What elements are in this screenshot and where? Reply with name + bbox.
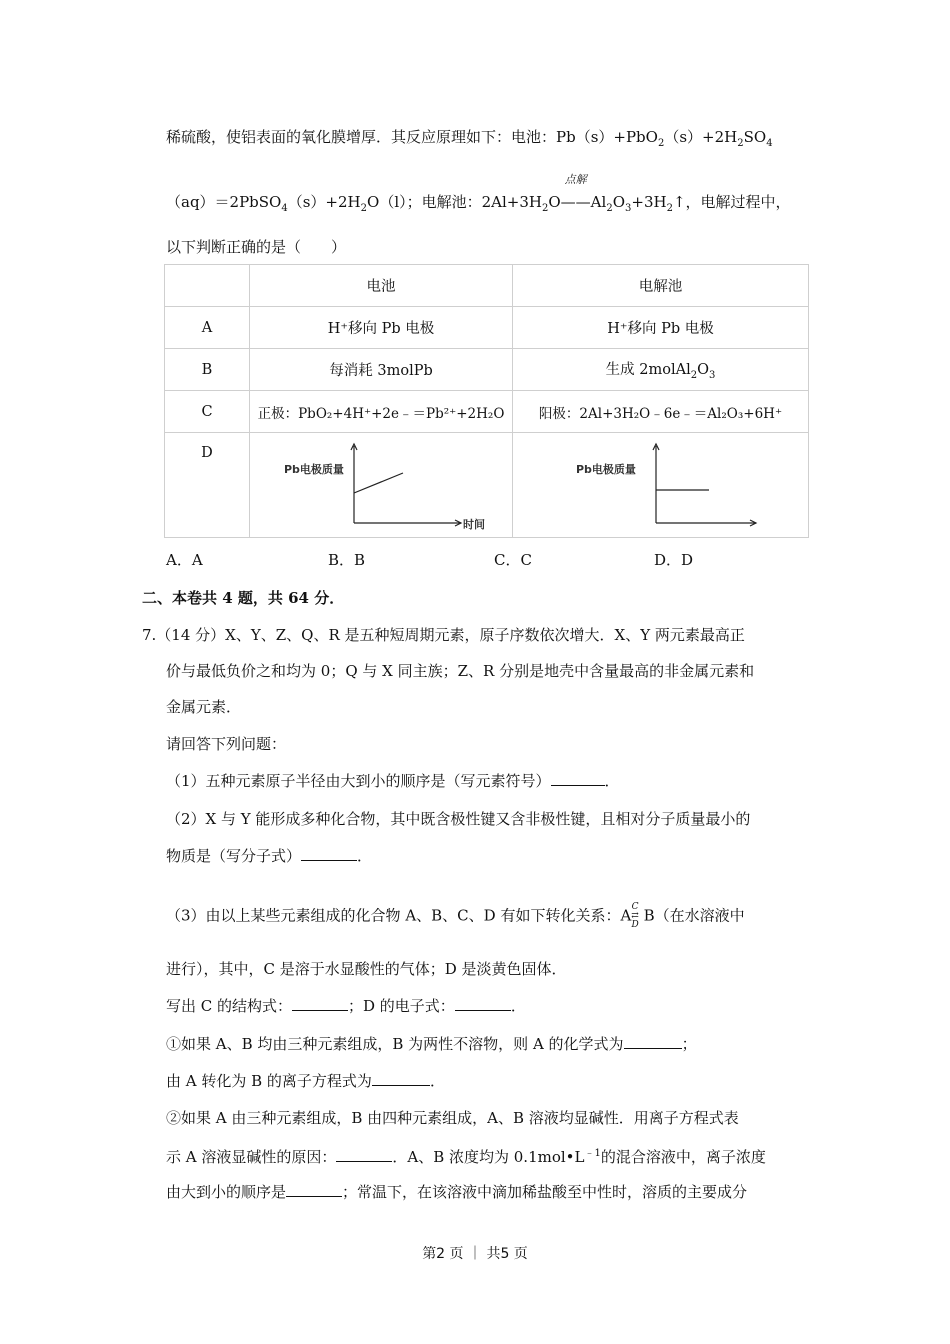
q7-line-9: 进行），其中，C 是溶于水显酸性的气体；D 是淡黄色固体． (166, 960, 567, 978)
q7-line-4: 请回答下列问题： (166, 735, 287, 753)
x-axis-label: 时间 (463, 517, 485, 531)
q7-line-10: 写出 C 的结构式： ；D 的电子式： ． (166, 997, 526, 1015)
q7-line-5: （1）五种元素原子半径由大到小的顺序是（写元素符号） ． (166, 772, 620, 790)
q7-line-1: 7.（14 分）X、Y、Z、Q、R 是五种短周期元素，原子序数依次增大．X、Y 两元素最高正 (142, 626, 745, 644)
choice-b[interactable]: B．B (328, 551, 366, 569)
choice-a[interactable]: A．A (166, 551, 203, 569)
answer-blank[interactable] (301, 846, 357, 861)
answer-blank[interactable] (551, 771, 605, 786)
q7-line-6: （2）X 与 Y 能形成多种化合物，其中既含极性键又含非极性键，且相对分子质量最小的 (166, 810, 751, 828)
intro-line-1: 稀硫酸，使铝表面的氧化膜增厚．其反应原理如下：电池：$Pb(s)+PbO_2(s)+2H_2SO_4$ (166, 128, 773, 149)
table-cell: H⁺移向 Pb 电极 (250, 307, 513, 349)
table-header-empty (165, 265, 250, 307)
table-row (165, 349, 809, 391)
intro-line-3: 以下判断正确的是（ ） (166, 238, 347, 256)
answer-blank[interactable] (286, 1182, 342, 1197)
table-cell: 阳极：2Al+3H₂O﹣6e﹣＝Al₂O₃+6H⁺ (513, 391, 809, 433)
q7-line-7: 物质是（写分子式） ． (166, 847, 373, 865)
q7-line-15: 由大到小的顺序是 ；常温下，在该溶液中滴加稀盐酸至中性时，溶质的主要成分 (166, 1183, 748, 1201)
section-header: 二、本卷共 4 题，共 64 分． (142, 589, 345, 607)
graph-cell-battery (250, 433, 513, 538)
q7-line-11: ①如果 A、B 均由三种元素组成，B 为两性不溶物，则 A 的化学式为 ； (166, 1035, 697, 1053)
choice-d[interactable]: D．D (654, 551, 694, 569)
conversion-arrow: C ⇄ D (631, 902, 639, 930)
graph-electrolysis (561, 438, 761, 533)
table-cell: 每消耗 3molPb (250, 349, 513, 391)
question-table (164, 264, 809, 538)
q7-line-13: ②如果 A 由三种元素组成，B 由四种元素组成，A、B 溶液均显碱性．用离子方程式表 (166, 1109, 739, 1127)
q7-line-3: 金属元素． (166, 698, 242, 716)
answer-blank[interactable] (624, 1034, 682, 1049)
answer-blank[interactable] (292, 996, 348, 1011)
intro-line-2: $(aq)=2PbSO_4(s)+2H_2O(l)$；电解池：$2Al+3H_2O$ 点解 $——Al_2O_3+3H_2↑$，电解过程中， (166, 173, 791, 214)
q7-line-12: 由 A 转化为 B 的离子方程式为 ． (166, 1072, 445, 1090)
mass-line-rising (354, 473, 403, 493)
table-cell: 正极：PbO₂+4H⁺+2e﹣＝Pb²⁺+2H₂O (250, 391, 513, 433)
row-label: B (165, 349, 250, 391)
graph-cell-electrolysis (513, 433, 809, 538)
y-axis-label: Pb电极质量 (575, 462, 636, 476)
row-label: D (165, 433, 250, 538)
answer-blank[interactable] (455, 996, 511, 1011)
table-cell: H⁺移向 Pb 电极 (513, 307, 809, 349)
row-label: A (165, 307, 250, 349)
choice-c[interactable]: C．C (494, 551, 532, 569)
answer-blank[interactable] (336, 1147, 392, 1162)
table-cell: 生成 $2molAl_2O_3$ (513, 349, 809, 391)
answer-blank[interactable] (372, 1071, 430, 1086)
page-footer: 第2 页 ｜ 共5 页 (422, 1246, 528, 1262)
table-row (165, 391, 809, 433)
y-axis-label: Pb电极质量 (284, 462, 344, 476)
row-label: C (165, 391, 250, 433)
q7-line-2: 价与最低负价之和均为 0；Q 与 X 同主族；Z、R 分别是地壳中含量最高的非金属元素和 (166, 662, 755, 680)
graph-battery (281, 438, 485, 533)
table-header-battery: 电池 (250, 265, 513, 307)
q7-line-14: 示 A 溶液显碱性的原因： ．A、B 浓度均为 $0.1mol•L^{﹣1}$的混合溶液中，离子浓度 (166, 1148, 766, 1166)
table-row (165, 307, 809, 349)
reaction-arrow: 点解 —— (560, 173, 591, 211)
q7-line-8: （3）由以上某些元素组成的化合物 A、B、C、D 有如下转化关系：AC ⇄ D B（在水溶液中 (166, 902, 745, 930)
table-header-electrolysis: 电解池 (513, 265, 809, 307)
reaction-condition: 点解 (564, 173, 587, 186)
table-header-row (165, 265, 809, 307)
table-row (165, 433, 809, 538)
